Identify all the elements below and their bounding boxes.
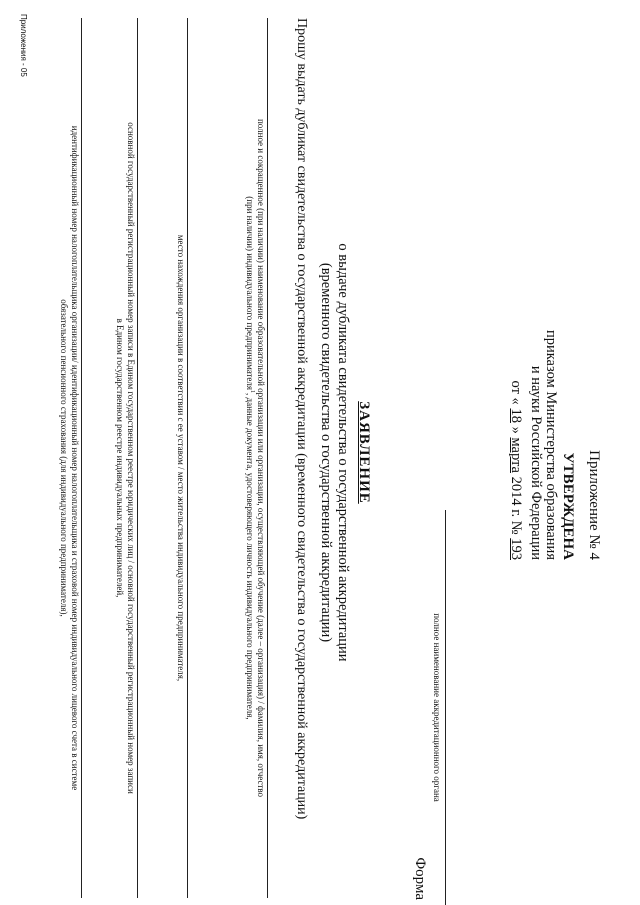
accreditation-body-caption: полное наименование аккредитационного органа [432, 613, 442, 802]
ogrn-caption-2: в Едином государственном реестре индивидуальных предпринимателей, [115, 318, 125, 598]
document-subtitle-line-1: о выдаче дубликата свидетельства о государственной аккредитации [335, 243, 351, 662]
date-day: 18 [508, 408, 524, 423]
caption-part: , данные документа, удостоверяющего личность индивидуального предпринимателя, [245, 393, 255, 720]
decree-line-2: и науки Российской Федерации [528, 365, 544, 560]
organization-name-caption-1: полное и сокращенное (при наличии) наименование образовательной организации или организации, осуществляющей обучение (далее – организация) / фамилия, имя, отчество [256, 118, 266, 798]
form-label: Форма [412, 857, 428, 900]
document-subtitle-line-2: (временного свидетельства о государственной аккредитации) [318, 262, 334, 643]
date-number-sign: № [508, 520, 524, 535]
date-year: 2014 г. [508, 476, 524, 518]
approved-stamp: УТВЕРЖДЕНА [560, 452, 576, 560]
date-mid: » [508, 426, 524, 434]
ogrn-field[interactable] [137, 18, 138, 898]
caption-part: (при наличии) индивидуального предпринимателя [245, 196, 255, 391]
inn-caption-2: обязательного пенсионного страхования (для индивидуального предпринимателя), [59, 299, 69, 617]
request-text: Прошу выдать дубликат свидетельства о государственной аккредитации (временного свидетельства о государственной аккредитации) [294, 18, 309, 820]
date-number: 193 [508, 538, 524, 560]
location-field[interactable] [187, 18, 188, 898]
footnote-marker: 1 [249, 390, 255, 394]
date-prefix: от « [508, 380, 524, 405]
date-month: марта [508, 437, 524, 473]
inn-caption-1: идентификационный номер налогоплательщика организации/ идентификационный номер налогоплательщика и страховой номер индивидуального лицевого счета в системе [70, 125, 80, 791]
decree-date [507, 120, 524, 560]
accreditation-body-field[interactable] [445, 510, 446, 905]
decree-line-1: приказом Министерства образования [543, 329, 559, 560]
ogrn-caption-1: основной государственный регистрационный номер записи в Едином государственном реестре юридических лиц / основной государственный регистрационный номер записи [126, 122, 136, 794]
organization-name-field[interactable] [267, 18, 268, 898]
inn-field[interactable] [81, 18, 82, 898]
page-footer: Приложения - 05 [19, 14, 28, 77]
location-caption: место нахождения организации в соответствии с ее уставом / место жительства индивидуального предпринимателя, [176, 234, 186, 682]
document-title: ЗАЯВЛЕНИЕ [356, 401, 372, 504]
appendix-number: Приложение № 4 [586, 450, 602, 560]
organization-name-caption-2 [245, 18, 255, 898]
